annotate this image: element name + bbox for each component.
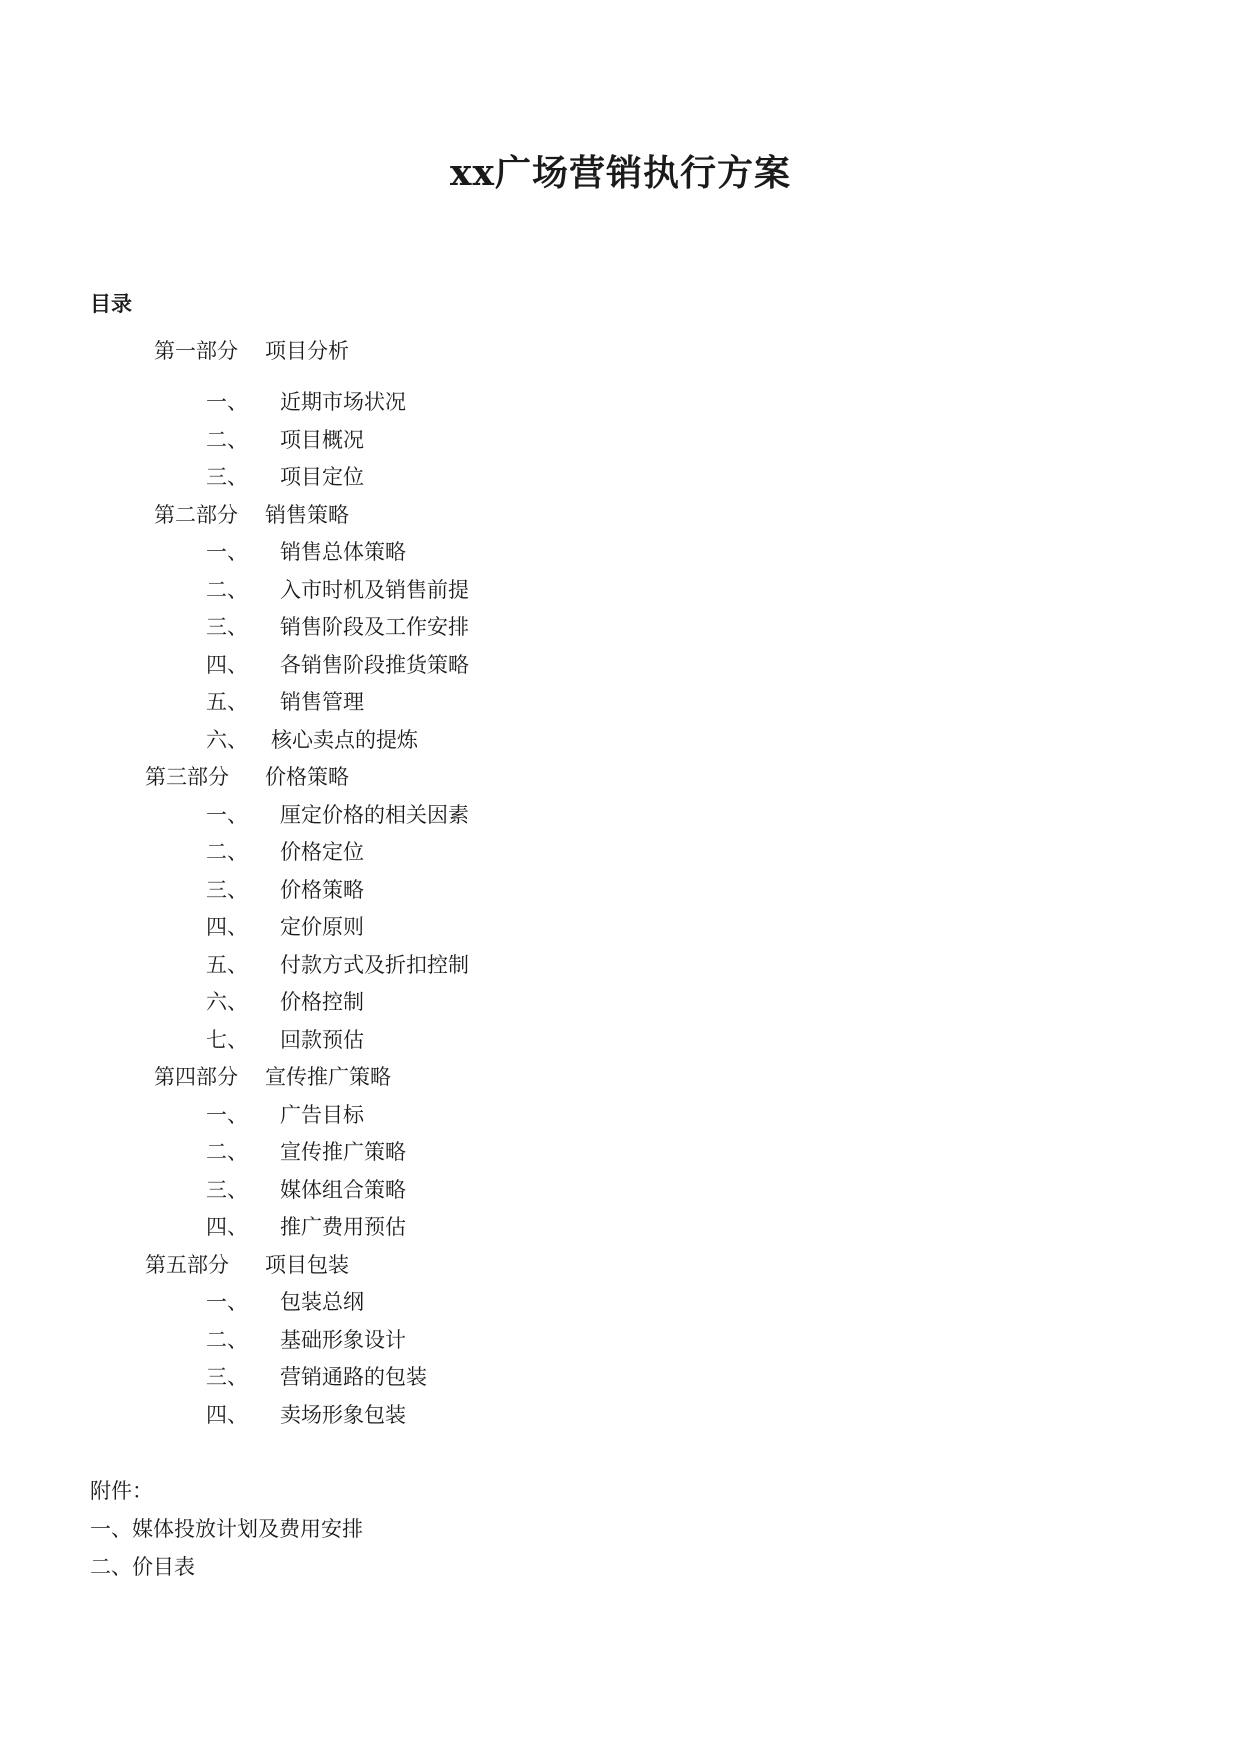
toc-item[interactable] [0, 459, 1241, 497]
toc-item[interactable] [0, 909, 1241, 947]
toc-item-number: 四、 [206, 652, 248, 677]
toc-item-title: 入市时机及销售前提 [280, 577, 469, 602]
annex-item[interactable]: 二、价目表 [90, 1555, 195, 1579]
toc-item-title: 销售阶段及工作安排 [280, 615, 469, 639]
toc-item-number: 一、 [206, 1290, 248, 1314]
toc-part-4[interactable] [0, 1059, 1241, 1097]
toc-item[interactable] [0, 1134, 1241, 1172]
toc-item-title: 基础形象设计 [280, 1327, 406, 1352]
toc-item-title: 核心卖点的提炼 [271, 727, 418, 752]
toc-item-title: 价格策略 [280, 877, 364, 902]
toc-item[interactable] [0, 1172, 1241, 1210]
toc-part-title: 项目包装 [265, 1252, 349, 1277]
toc-item[interactable] [0, 609, 1241, 647]
toc-item[interactable] [0, 384, 1241, 422]
toc-item-number: 七、 [206, 1027, 248, 1052]
toc-item-title: 媒体组合策略 [280, 1177, 406, 1202]
toc-item-number: 五、 [206, 690, 248, 714]
toc-item-title: 销售总体策略 [280, 540, 406, 564]
toc-item-title: 厘定价格的相关因素 [280, 802, 469, 827]
toc-item[interactable] [0, 1097, 1241, 1135]
toc-part-label: 第四部分 [154, 1065, 238, 1089]
toc-item-number: 六、 [206, 990, 248, 1014]
toc-part-label: 第二部分 [154, 502, 238, 527]
toc-item-number: 二、 [206, 1327, 248, 1352]
toc-item[interactable] [0, 872, 1241, 910]
toc-item-number: 四、 [206, 915, 248, 939]
toc-item-title: 项目概况 [280, 427, 364, 452]
toc-item-title: 回款预估 [280, 1027, 364, 1052]
toc-item-title: 推广费用预估 [280, 1215, 406, 1239]
toc-item[interactable] [0, 1022, 1241, 1060]
toc-item-title: 付款方式及折扣控制 [280, 952, 469, 977]
toc-item[interactable] [0, 1284, 1241, 1322]
toc-item-number: 二、 [206, 840, 248, 864]
toc-heading: 目录 [90, 292, 132, 316]
toc-item-title: 近期市场状况 [280, 390, 406, 414]
toc-item[interactable] [0, 947, 1241, 985]
toc-item[interactable] [0, 797, 1241, 835]
toc-part-5[interactable] [0, 1247, 1241, 1285]
toc-item-number: 三、 [206, 1177, 248, 1202]
toc-item-number: 三、 [206, 1365, 248, 1389]
toc-item[interactable] [0, 1209, 1241, 1247]
toc-item-title: 项目定位 [280, 465, 364, 489]
toc-part-title: 价格策略 [265, 765, 349, 789]
toc-item-number: 六、 [206, 727, 248, 752]
toc-item-title: 各销售阶段推货策略 [280, 652, 469, 677]
toc-item-number: 三、 [206, 615, 248, 639]
toc-part-1[interactable] [0, 336, 1241, 384]
toc-part-label: 第五部分 [145, 1252, 229, 1277]
toc-item[interactable] [0, 984, 1241, 1022]
toc-item-title: 销售管理 [280, 690, 364, 714]
toc-item-number: 二、 [206, 1140, 248, 1164]
toc-item-title: 价格控制 [280, 990, 364, 1014]
toc-item-title: 卖场形象包装 [280, 1402, 406, 1427]
toc-item-number: 一、 [206, 390, 248, 414]
toc-item[interactable] [0, 722, 1241, 760]
toc-item-number: 四、 [206, 1402, 248, 1427]
toc-item-number: 一、 [206, 802, 248, 827]
toc-item-number: 一、 [206, 540, 248, 564]
toc-part-title: 项目分析 [265, 339, 349, 363]
table-of-contents [0, 336, 1241, 1434]
toc-item-number: 二、 [206, 427, 248, 452]
toc-item[interactable] [0, 1322, 1241, 1360]
toc-part-3[interactable] [0, 759, 1241, 797]
toc-item-title: 包装总纲 [280, 1290, 364, 1314]
toc-part-title: 宣传推广策略 [265, 1065, 391, 1089]
toc-item-title: 价格定位 [280, 840, 364, 864]
toc-item-number: 四、 [206, 1215, 248, 1239]
annex-heading: 附件： [90, 1479, 153, 1503]
toc-part-label: 第三部分 [145, 765, 229, 789]
toc-item-number: 二、 [206, 577, 248, 602]
toc-part-label: 第一部分 [154, 339, 238, 363]
toc-item[interactable] [0, 1359, 1241, 1397]
toc-item-title: 营销通路的包装 [280, 1365, 427, 1389]
toc-item[interactable] [0, 647, 1241, 685]
toc-item-number: 三、 [206, 465, 248, 489]
page-title: xx广场营销执行方案 [450, 152, 791, 194]
toc-item-number: 三、 [206, 877, 248, 902]
toc-part-2[interactable] [0, 497, 1241, 535]
toc-item[interactable] [0, 1397, 1241, 1435]
toc-part-title: 销售策略 [265, 502, 349, 527]
annex-item[interactable]: 一、媒体投放计划及费用安排 [90, 1517, 363, 1541]
toc-item[interactable] [0, 422, 1241, 460]
annex-list [90, 1472, 363, 1586]
toc-item[interactable] [0, 572, 1241, 610]
toc-item-title: 定价原则 [280, 915, 364, 939]
toc-item-title: 广告目标 [280, 1102, 364, 1127]
toc-item[interactable] [0, 684, 1241, 722]
toc-item[interactable] [0, 534, 1241, 572]
toc-item-number: 五、 [206, 952, 248, 977]
toc-item-number: 一、 [206, 1102, 248, 1127]
toc-item-title: 宣传推广策略 [280, 1140, 406, 1164]
toc-item[interactable] [0, 834, 1241, 872]
